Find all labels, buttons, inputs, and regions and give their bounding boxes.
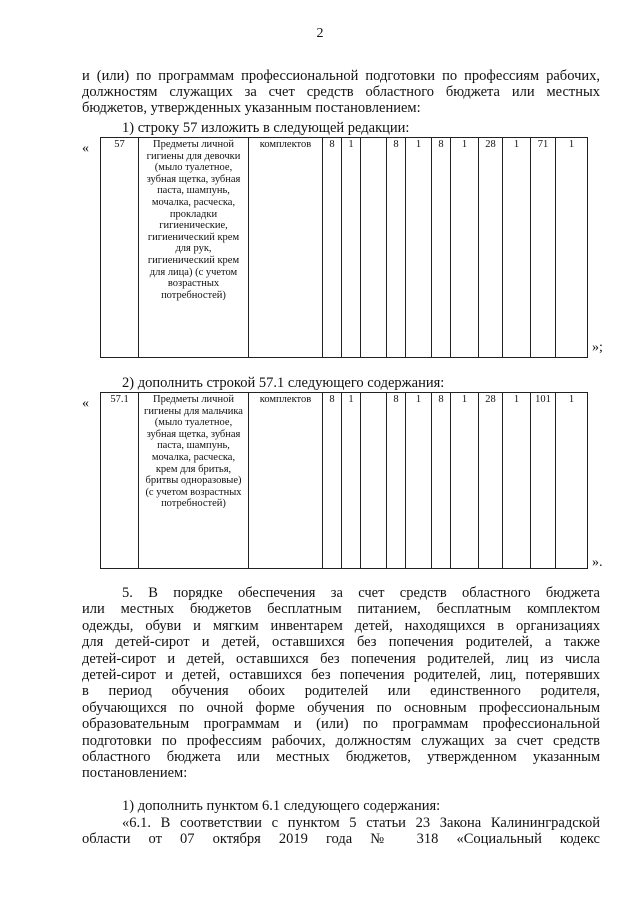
final-paragraph	[82, 815, 600, 847]
value-cell: 1	[503, 138, 531, 358]
item-name: Предметы личной гигиены для девочки (мыло туалетное, зубная щетка, зубная паста, шампунь, мочалка, расческа, прокладки гигиенические, гигиенический крем для рук, гигиенический крем для лица) (с учетом возрастных потребностей)	[139, 138, 249, 358]
table-row	[101, 393, 588, 569]
empty-cell	[361, 393, 387, 569]
value-cell: 8	[323, 138, 342, 358]
section5-line: детей-сирот и детей, оставшихся без попечения родителей, лиц, потерявших	[82, 667, 600, 684]
value-cell: 8	[387, 138, 406, 358]
section5-line: в период обучения обоих родителей или единственного родителя,	[82, 683, 600, 700]
section5-line: обучающихся по очной форме обучения по основным профессиональным	[82, 699, 600, 716]
section5-line: областного бюджета или местных бюджетов, утвержденном указанным	[82, 749, 600, 766]
table2	[100, 392, 588, 569]
section5-line: детей-сирот и детей, оставшихся без попечения родителей, лиц из числа	[82, 650, 600, 667]
table1-open-quote: «	[82, 141, 89, 156]
table1-close-quote: »;	[592, 340, 603, 355]
value-cell: 8	[387, 393, 406, 569]
row-number: 57.1	[101, 393, 139, 569]
table1	[100, 137, 588, 358]
final-line: «6.1. В соответствии с пунктом 5 статьи 23 Закона Калининградской	[122, 815, 600, 831]
value-cell: 1	[342, 393, 361, 569]
value-cell: 28	[479, 393, 503, 569]
table-row	[101, 138, 588, 358]
value-cell: 1	[406, 393, 432, 569]
page-number: 2	[316, 26, 324, 41]
value-cell: 1	[406, 138, 432, 358]
section5-paragraph	[82, 585, 600, 782]
section5-line: постановлением:	[82, 765, 188, 782]
empty-cell	[361, 138, 387, 358]
item-name: Предметы личной гигиены для мальчика (мыло туалетное, зубная щетка, зубная паста, шампунь, мочалка, расческа, крем для бритья, бритвы одноразовые) (с учетом возрастных потребностей)	[139, 393, 249, 569]
value-cell: 8	[323, 393, 342, 569]
item3-heading: 1) дополнить пунктом 6.1 следующего содержания:	[122, 798, 441, 814]
table2-open-quote: «	[82, 396, 89, 411]
value-cell: 8	[432, 393, 451, 569]
value-cell: 1	[503, 393, 531, 569]
value-cell: 1	[556, 393, 588, 569]
unit: комплектов	[249, 393, 323, 569]
intro-line: бюджетов, утвержденных указанным постановлением:	[82, 100, 421, 117]
section5-line: 5. В порядке обеспечения за счет средств областного бюджета	[122, 585, 600, 601]
section5-line: или местных бюджетов бесплатным питанием, бесплатным комплектом	[82, 601, 600, 618]
value-cell: 71	[531, 138, 556, 358]
table2-close-quote: ».	[592, 555, 603, 570]
value-cell: 8	[432, 138, 451, 358]
row-number: 57	[101, 138, 139, 358]
section5-line: образовательным программам и (или) по программам профессиональной	[82, 716, 600, 733]
item1-heading: 1) строку 57 изложить в следующей редакции:	[122, 120, 410, 136]
item2-heading: 2) дополнить строкой 57.1 следующего содержания:	[122, 375, 445, 391]
section5-line: для детей-сирот и детей, оставшихся без попечения родителей, а также	[82, 634, 600, 651]
intro-line: должностям служащих за счет средств областного бюджета или местных	[82, 84, 600, 101]
value-cell: 1	[451, 138, 479, 358]
value-cell: 28	[479, 138, 503, 358]
value-cell: 101	[531, 393, 556, 569]
value-cell: 1	[342, 138, 361, 358]
unit: комплектов	[249, 138, 323, 358]
final-line: области от 07 октября 2019 года № 318 «Социальный кодекс	[82, 831, 600, 848]
value-cell: 1	[556, 138, 588, 358]
value-cell: 1	[451, 393, 479, 569]
section5-line: одежды, обуви и мягким инвентарем детей, находящихся в организациях	[82, 617, 600, 634]
intro-line: и (или) по программам профессиональной подготовки по профессиям рабочих,	[82, 68, 600, 84]
section5-line: подготовки по профессиям рабочих, должностям служащих за счет средств	[82, 732, 600, 749]
intro-paragraph	[82, 68, 600, 117]
